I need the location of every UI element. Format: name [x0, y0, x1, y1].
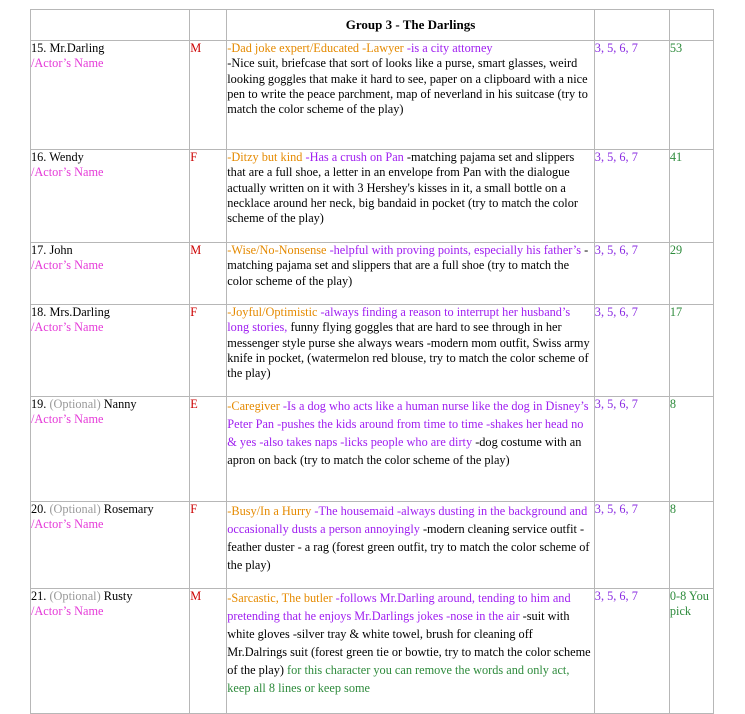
scenes-cell: 3, 5, 6, 7	[594, 397, 669, 502]
actor-name-placeholder[interactable]: /Actor’s Name	[31, 56, 104, 71]
lines-cell: 17	[669, 305, 713, 397]
description-cell	[227, 589, 595, 714]
lines-cell: 8	[669, 397, 713, 502]
costume-text: -matching pajama set and slippers that are a full shoe (try to match the color scheme of the play)	[227, 243, 589, 288]
header-blank-name	[31, 10, 190, 41]
trait-text: -Busy/In a Hurry	[227, 504, 315, 518]
gender-cell: F	[190, 150, 227, 243]
lines-cell: 29	[669, 243, 713, 305]
description-cell	[227, 150, 595, 243]
costume-text: funny flying goggles that are hard to see through in her messenger style purse she always wears -modern mom outfit, Swiss army knife in pocket, (watermelon red blouse, try to match the color scheme of the play)	[227, 320, 590, 381]
costume-text: -matching pajama set and slippers that are a full shoe, a letter in an envelope from Pan with the dialogue actually written on it with 3 Hershey's kisses in it, a small bottle on a necklace around her neck, big bandaid in pocket (try to match the color scheme of the play)	[227, 150, 578, 226]
character-cell	[31, 150, 190, 243]
behavior-text: -Is a dog who acts like a human nurse like the dog in Disney’s Peter Pan -pushes the kids around from time to time -shakes her head no & yes -also takes naps -licks people who are dirty	[227, 399, 589, 449]
lines-cell: 41	[669, 150, 713, 243]
character-name: John	[49, 243, 73, 257]
trait-text: -Wise/No-Nonsense	[227, 243, 330, 257]
lines-cell: 53	[669, 41, 713, 150]
actor-name-placeholder[interactable]: /Actor’s Name	[31, 412, 104, 427]
optional-tag: (Optional)	[49, 502, 101, 516]
description-cell	[227, 502, 595, 589]
gender-cell: M	[190, 589, 227, 714]
header-blank-sex	[190, 10, 227, 41]
optional-tag: (Optional)	[49, 589, 101, 603]
trait-text: -Dad joke expert/Educated -Lawyer	[227, 41, 407, 55]
character-number: 15.	[31, 41, 47, 55]
table-row	[31, 502, 714, 589]
gender-cell: M	[190, 243, 227, 305]
character-cell	[31, 305, 190, 397]
table-row	[31, 150, 714, 243]
character-name: Nanny	[103, 397, 137, 411]
header-blank-lines	[669, 10, 713, 41]
gender-cell: E	[190, 397, 227, 502]
trait-text: -Sarcastic, The butler	[227, 591, 336, 605]
character-name: Rusty	[103, 589, 133, 603]
header-row	[31, 10, 714, 41]
costume-text: -modern cleaning service outfit -feather duster - a rag (forest green outfit, try to match the color scheme of the play)	[227, 522, 590, 572]
character-name: Rosemary	[103, 502, 154, 516]
description-cell	[227, 397, 595, 502]
character-number: 18.	[31, 305, 47, 319]
character-number: 19.	[31, 397, 47, 411]
behavior-text: -Has a crush on Pan	[305, 150, 407, 164]
scenes-cell: 3, 5, 6, 7	[594, 589, 669, 714]
trait-text: -Caregiver	[227, 399, 283, 413]
group-title: Group 3 - The Darlings	[227, 10, 595, 41]
behavior-text: -is a city attorney	[406, 41, 493, 55]
character-number: 21.	[31, 589, 47, 603]
behavior-text: -The housemaid -always dusting in the background and occasionally dusts a person annoyingly	[227, 504, 588, 536]
table-row	[31, 41, 714, 150]
character-number: 17.	[31, 243, 47, 257]
cast-table	[30, 9, 714, 714]
actor-name-placeholder[interactable]: /Actor’s Name	[31, 604, 104, 619]
character-cell	[31, 243, 190, 305]
table-row	[31, 243, 714, 305]
gender-cell: F	[190, 502, 227, 589]
table-row	[31, 589, 714, 714]
note-text: for this character you can remove the words and only act, keep all 8 lines or keep some	[227, 663, 570, 695]
trait-text: -Ditzy but kind	[227, 150, 306, 164]
character-name: Wendy	[49, 150, 84, 164]
character-cell	[31, 502, 190, 589]
character-cell	[31, 397, 190, 502]
optional-tag: (Optional)	[49, 397, 101, 411]
scenes-cell: 3, 5, 6, 7	[594, 502, 669, 589]
actor-name-placeholder[interactable]: /Actor’s Name	[31, 258, 104, 273]
lines-cell: 0-8 You pick	[669, 589, 713, 714]
behavior-text: -always finding a reason to interrupt her husband’s long stories,	[227, 305, 571, 335]
table-row	[31, 305, 714, 397]
character-number: 20.	[31, 502, 47, 516]
behavior-text: -follows Mr.Darling around, tending to him and pretending that he enjoys Mr.Darlings jokes -nose in the air	[227, 591, 571, 623]
character-cell	[31, 589, 190, 714]
description-cell	[227, 243, 595, 305]
costume-text: -Nice suit, briefcase that sort of looks like a purse, smart glasses, weird looking goggles that make it hard to see, paper on a clipboard with a nice pen to write the peace parchment, map of neverland in his suitcase (try to match the color scheme of the play)	[227, 56, 588, 117]
behavior-text: -helpful with proving points, especially his father’s	[329, 243, 585, 257]
character-name: Mr.Darling	[49, 41, 105, 55]
character-cell	[31, 41, 190, 150]
character-number: 16.	[31, 150, 47, 164]
gender-cell: F	[190, 305, 227, 397]
lines-cell: 8	[669, 502, 713, 589]
actor-name-placeholder[interactable]: /Actor’s Name	[31, 517, 104, 532]
trait-text: -Joyful/Optimistic	[227, 305, 321, 319]
costume-text: -dog costume with an apron on back (try to match the color scheme of the play)	[227, 435, 582, 467]
actor-name-placeholder[interactable]: /Actor’s Name	[31, 165, 104, 180]
character-name: Mrs.Darling	[49, 305, 110, 319]
actor-name-placeholder[interactable]: /Actor’s Name	[31, 320, 104, 335]
gender-cell: M	[190, 41, 227, 150]
scenes-cell: 3, 5, 6, 7	[594, 150, 669, 243]
table-row	[31, 397, 714, 502]
scenes-cell: 3, 5, 6, 7	[594, 305, 669, 397]
header-blank-scenes	[594, 10, 669, 41]
costume-text: -suit with white gloves -silver tray & white towel, brush for cleaning off Mr.Dalrings suit (forest green tie or bowtie, try to match the color scheme of the play)	[227, 609, 591, 677]
description-cell	[227, 305, 595, 397]
description-cell	[227, 41, 595, 150]
scenes-cell: 3, 5, 6, 7	[594, 243, 669, 305]
scenes-cell: 3, 5, 6, 7	[594, 41, 669, 150]
